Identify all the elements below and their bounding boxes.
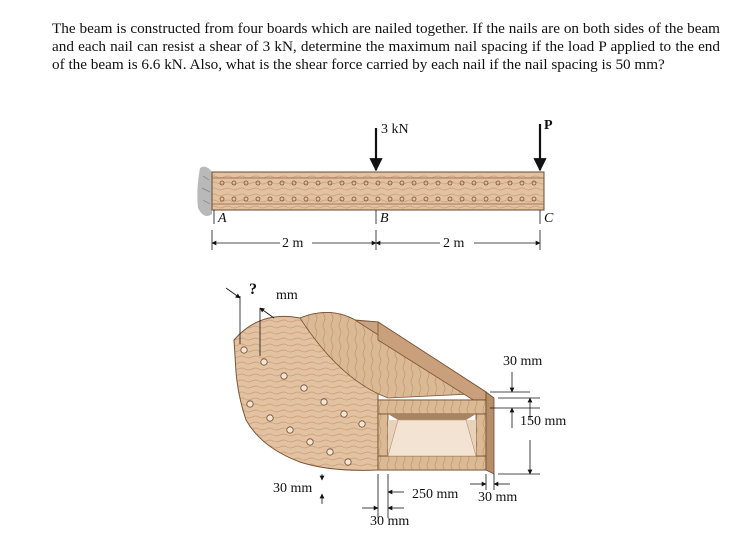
load-mid-label: 3 kN xyxy=(381,122,409,137)
top-thickness-label: 30 mm xyxy=(503,354,543,369)
problem-text: The beam is constructed from four boards which are nailed together. If the nails are on both sides of the beam and each nail can resist a shear of 3 kN, determine the maximum nail spacing if the load P applied to the end of the beam is 6.6 kN. Also, what is the shear force carried by each nail if the nail spacing is 50 mm? xyxy=(52,20,720,73)
side-thickness-label: 30 mm xyxy=(273,481,313,496)
beam-isometric xyxy=(234,312,494,474)
spacing-unit-label: mm xyxy=(276,288,298,303)
point-b-label: B xyxy=(380,211,389,226)
beam-elevation xyxy=(212,172,544,210)
spacing-unknown-label: ? xyxy=(249,281,257,298)
web-thickness-bottom-label: 30 mm xyxy=(370,514,410,529)
web-thickness-right-label: 30 mm xyxy=(478,490,518,505)
span-dimension xyxy=(212,230,540,250)
point-c-label: C xyxy=(544,211,554,226)
point-a-label: A xyxy=(218,211,227,226)
width-label: 250 mm xyxy=(412,487,459,502)
span-bc-label: 2 m xyxy=(443,236,465,251)
span-ab-label: 2 m xyxy=(282,236,304,251)
load-end-label: P xyxy=(544,118,553,133)
depth-label: 150 mm xyxy=(520,414,567,429)
fixed-support xyxy=(197,167,212,216)
